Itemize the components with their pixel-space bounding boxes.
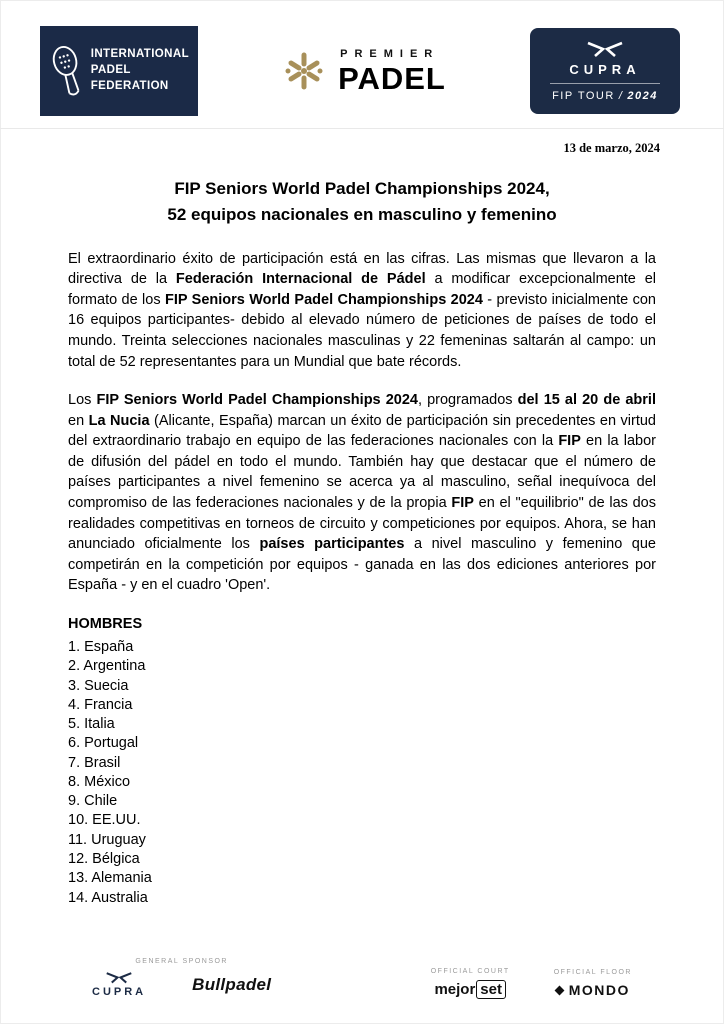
premier-label: PREMIER — [340, 48, 440, 60]
country-item: 8. México — [68, 773, 131, 790]
sponsor-group-right — [431, 968, 632, 998]
footer — [0, 958, 724, 998]
article-date: 13 de marzo, 2024 — [563, 141, 660, 155]
cupra-emblem-small-icon — [105, 971, 133, 984]
general-sponsor-label: GENERAL SPONSOR — [135, 958, 228, 965]
country-item: 14. Australia — [68, 889, 148, 906]
title-line-1: FIP Seniors World Padel Championships 2024, — [174, 179, 550, 198]
ipf-line-3: FEDERATION — [90, 79, 169, 92]
premier-padel-logo — [282, 48, 446, 94]
country-item: 10. EE.UU. — [68, 812, 141, 829]
cupra-wordmark: CUPRA — [569, 62, 641, 77]
fip-tour-year: 2024 — [627, 90, 658, 102]
ipf-logo-text — [91, 47, 189, 95]
mondo-diamond-icon — [554, 985, 564, 995]
fip-tour-label — [552, 90, 658, 102]
paragraph: Los FIP Seniors World Padel Championships 2024, programados del 15 al 20 de abril en La Nucia (Alicante, España) marcan un éxito de participación sin precedentes en virtud del extraordinario trabajo en equipo de las federaciones nacionales con la FIP en la labor de difusión del pádel en todo el mundo. También hay que destacar que el número de países participantes a nivel femenino se acerca ya al masculino, señal inequívoca del compromiso de las federaciones nacionales y de la propia FIP en el "equilibrio" de las dos realidades competitivas en torneos de circuito y competiciones por equipos. Ahora, se han anunciado oficialmente los países participantes a nivel masculino y femenino que competirán en la competición por equipos - ganada en las dos ediciones anteriores por España - y en el cuadro 'Open'. — [68, 392, 656, 594]
cupra-divider — [550, 83, 660, 84]
sponsor-cupra — [92, 971, 146, 998]
mejorset-part-2: set — [476, 980, 506, 999]
country-item: 9. Chile — [68, 793, 118, 810]
padel-racket-icon — [49, 34, 84, 108]
cupra-fip-tour-logo — [530, 28, 680, 114]
country-item: 4. Francia — [68, 696, 133, 713]
fip-tour-text: FIP TOUR — [552, 90, 615, 102]
fip-tour-slash: / — [618, 90, 624, 102]
country-item: 5. Italia — [68, 716, 115, 733]
ipf-line-2: PADEL — [90, 64, 131, 77]
sponsor-mejorset-wordmark — [434, 981, 506, 998]
country-item: 3. Suecia — [68, 677, 129, 694]
paragraph: El extraordinario éxito de participación está en las cifras. Las mismas que llevaron a la directiva de la Federación Internacional de Pádel a modificar excepcionalmente el formato de los FIP Seniors World Padel Championships 2024 - previsto inicialmente con 16 equipos participantes- debido al elevado número de peticiones de países de todo el mundo. Treinta selecciones nacionales masculinas y 22 femeninas saltarán al campo: un total de 52 representantes para un Mundial que bate récords. — [68, 250, 656, 370]
sponsor-group-left — [92, 958, 271, 998]
premier-padel-star-icon — [282, 49, 326, 93]
sponsor-bullpadel: Bullpadel — [192, 974, 272, 994]
mondo-text: MONDO — [568, 982, 630, 998]
sponsor-mondo — [554, 969, 632, 998]
padel-wordmark: PADEL — [338, 61, 446, 96]
sponsor-cupra-wordmark: CUPRA — [92, 986, 147, 998]
country-item: 1. España — [68, 638, 134, 655]
official-floor-label: OFFICIAL FLOOR — [553, 969, 632, 976]
body-paragraphs — [68, 249, 656, 596]
country-item: 11. Uruguay — [68, 831, 146, 848]
country-item: 7. Brasil — [68, 754, 121, 771]
hombres-heading: HOMBRES — [68, 615, 143, 632]
header — [0, 0, 724, 129]
country-item: 13. Alemania — [68, 870, 152, 887]
title-line-2: 52 equipos nacionales en masculino y femenino — [167, 205, 557, 225]
ipf-logo — [40, 26, 198, 116]
country-item: 12. Bélgica — [68, 851, 140, 868]
country-item: 2. Argentina — [68, 658, 146, 675]
country-item: 6. Portugal — [68, 735, 139, 752]
sponsor-mejorset — [431, 968, 510, 998]
article-title — [40, 176, 684, 229]
mejorset-part-1: mejor — [434, 981, 476, 998]
sponsor-mondo-wordmark — [556, 982, 630, 998]
official-court-label: OFFICIAL COURT — [430, 968, 510, 975]
ipf-line-1: INTERNATIONAL — [90, 48, 189, 61]
cupra-emblem-icon — [586, 40, 624, 58]
hombres-list — [68, 638, 656, 908]
